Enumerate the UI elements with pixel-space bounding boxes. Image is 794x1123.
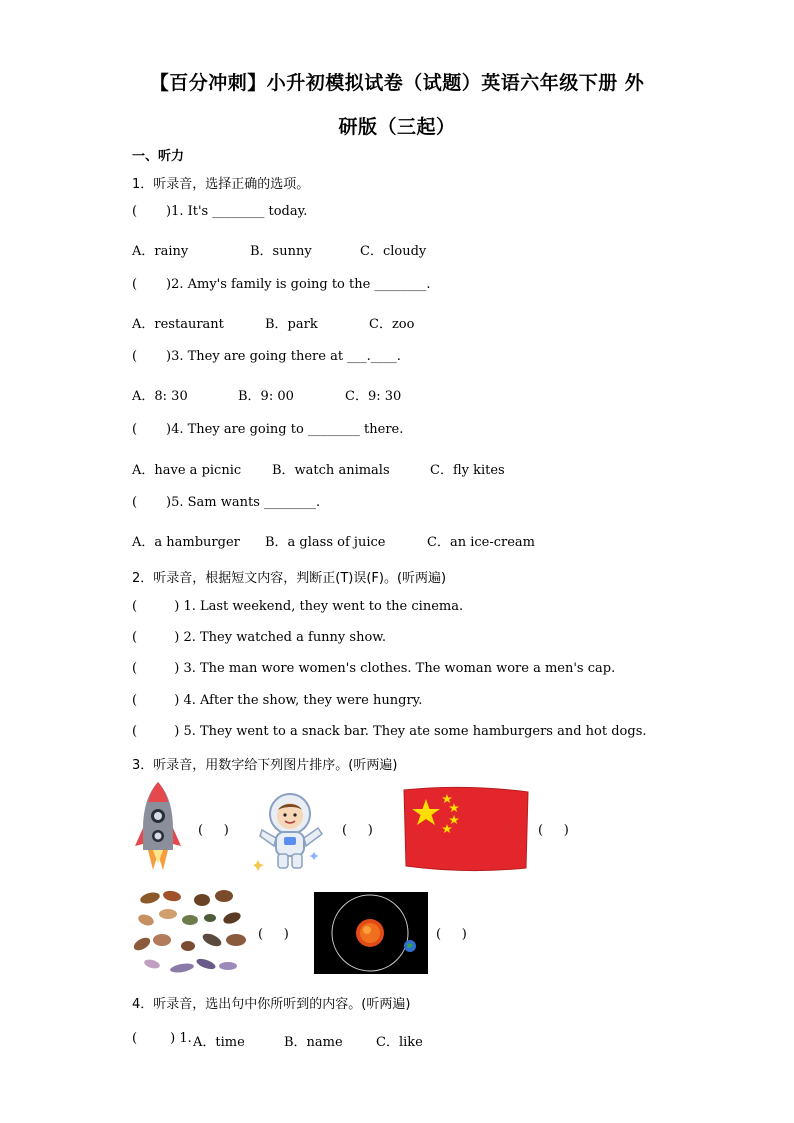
- q3-blank-5[interactable]: ( ): [436, 927, 467, 942]
- q1-item-2-option-c[interactable]: C．zoo: [369, 317, 415, 332]
- q2-item-5: ( ) 5. They went to a snack bar. They ate some hamburgers and hot dogs.: [132, 724, 647, 739]
- page-title-line2: 研版（三起）: [338, 116, 456, 138]
- q1-item-3-option-a[interactable]: A．8: 30: [132, 389, 188, 404]
- q4-item-1-option-b[interactable]: B．name: [284, 1035, 343, 1050]
- q2-item-3: ( ) 3. The man wore women's clothes. The woman wore a men's cap.: [132, 661, 616, 676]
- q4-prompt: 4．听录音，选出句中你所听到的内容。(听两遍): [132, 997, 411, 1012]
- q3-blank-2[interactable]: ( ): [342, 823, 373, 838]
- q2-item-2: ( ) 2. They watched a funny show.: [132, 630, 386, 645]
- page-title-line1: 【百分冲刺】小升初模拟试卷（试题）英语六年级下册 外: [149, 72, 645, 94]
- q1-item-3-option-c[interactable]: C．9: 30: [345, 389, 402, 404]
- q1-item-4-option-c[interactable]: C．fly kites: [430, 463, 505, 478]
- q3-prompt: 3．听录音，用数字给下列图片排序。(听两遍): [132, 758, 398, 773]
- q4-item-1-option-c[interactable]: C．like: [376, 1035, 423, 1050]
- q1-item-5-option-a[interactable]: A．a hamburger: [132, 535, 240, 550]
- q1-item-4-stem: ( )4. They are going to ________ there.: [132, 422, 404, 437]
- q1-item-5-stem: ( )5. Sam wants ________.: [132, 495, 321, 510]
- q1-item-4-option-a[interactable]: A．have a picnic: [132, 463, 242, 478]
- q1-item-5-option-c[interactable]: C．an ice-cream: [427, 535, 535, 550]
- seeds-icon: [132, 888, 254, 976]
- q1-prompt: 1．听录音，选择正确的选项。: [132, 177, 310, 192]
- solar-orbit-icon: [314, 892, 428, 974]
- q1-item-2-stem: ( )2. Amy's family is going to the ________.: [132, 277, 431, 292]
- q1-item-1-option-a[interactable]: A．rainy: [132, 244, 189, 259]
- q4-item-1-stem: ( ) 1.: [132, 1031, 192, 1046]
- astronaut-icon: [254, 790, 326, 872]
- chinese-flag-icon: [402, 786, 530, 872]
- q1-item-4-option-b[interactable]: B．watch animals: [272, 463, 390, 478]
- q1-item-2-option-b[interactable]: B．park: [265, 317, 318, 332]
- q1-item-3-stem: ( )3. They are going there at ___.____.: [132, 349, 401, 364]
- q1-item-1-stem: ( )1. It's ________ today.: [132, 204, 308, 219]
- q3-blank-3[interactable]: ( ): [538, 823, 569, 838]
- q1-item-1-option-c[interactable]: C．cloudy: [360, 244, 427, 259]
- section-heading: 一、听力: [132, 149, 185, 164]
- q2-item-4: ( ) 4. After the show, they were hungry.: [132, 693, 423, 708]
- q3-blank-4[interactable]: ( ): [258, 927, 289, 942]
- q2-item-1: ( ) 1. Last weekend, they went to the cinema.: [132, 599, 464, 614]
- q2-prompt: 2．听录音，根据短文内容，判断正(T)误(F)。(听两遍): [132, 571, 447, 586]
- rocket-icon: [133, 780, 183, 876]
- q1-item-3-option-b[interactable]: B．9: 00: [238, 389, 294, 404]
- q1-item-1-option-b[interactable]: B．sunny: [250, 244, 312, 259]
- q1-item-2-option-a[interactable]: A．restaurant: [132, 317, 224, 332]
- q4-item-1-option-a[interactable]: A．time: [193, 1035, 245, 1050]
- q3-blank-1[interactable]: ( ): [198, 823, 229, 838]
- q1-item-5-option-b[interactable]: B．a glass of juice: [265, 535, 386, 550]
